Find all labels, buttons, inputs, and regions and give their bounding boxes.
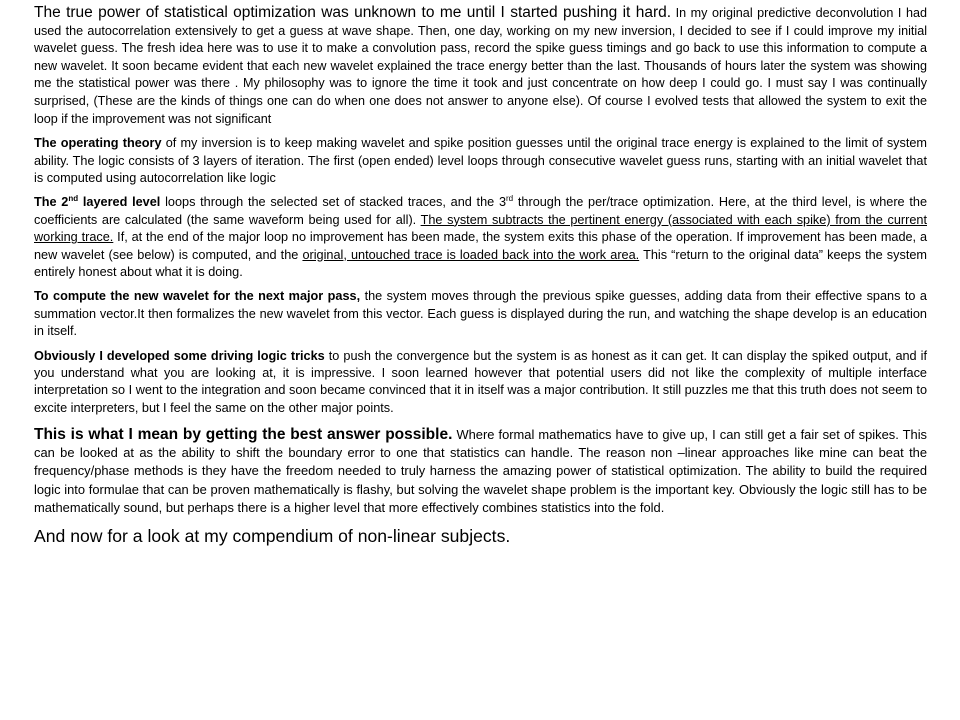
paragraph-body: In my original predictive deconvolution I had used the autocorrelation extensively to get a guess at wave shape. Then, one day, working on my new inversion, I decided to see if I could improve my initial wavelet guess. The fresh idea here was to use it to make a convolution pass, record the spike guess timings and go back to use this information to compute a new wavelet. It soon became evident that each new wavelet explained the trace energy better than the last. Thousands of hours later the system was showing me the statistical power was there . My philosophy was to ignore the time it took and just concentrate on how deep I could go. I must say I was continually surprised, (These are the kinds of things one can do when one does not answer to anyone else). Of course I evolved tests that allowed the system to exit the loop if the improvement was not significant: [34, 6, 927, 126]
paragraph-second-level: [34, 194, 927, 281]
underlined-text: The system subtracts the pertinent energy (associated with each spike) from the current working trace.: [34, 212, 927, 245]
paragraph-lead: [34, 195, 160, 209]
paragraph-lead: To compute the new wavelet for the next major pass,: [34, 289, 361, 304]
paragraph-body: of my inversion is to keep making wavelet and spike position guesses until the original trace energy is explained to the limit of system ability. The logic consists of 3 layers of iteration. The first (open ended) level loops through consecutive wavelet guess runs, starting with an initial wavelet that is computed using autocorrelation like logic: [34, 136, 927, 185]
lead-text: layered level: [78, 195, 161, 210]
paragraph-driving-logic: [34, 348, 927, 418]
paragraph-lead: The operating theory: [34, 136, 162, 151]
paragraph-operating-theory: [34, 135, 927, 187]
paragraph-text: This “return to the original data” keeps the system entirely honest about what it is doing.: [34, 247, 927, 279]
paragraph-text: through the per/trace optimization. Here, at the third level, is where the coefficients are calculated (the same waveform being used for all).: [34, 195, 928, 227]
superscript: nd: [68, 194, 79, 204]
paragraph-body: to push the convergence but the system is as honest as it can get. It can display the spiked output, and if you understand what you are looking at, it is impressive. I soon learned however that potential users did not like the complexity of multiple interface interpretation so I went to the integration and soon became convinced that it in itself was a major contribution. It still puzzles me that this truth does not seem to excite interpreters, but I feel the same on the other major points.: [34, 348, 927, 415]
paragraph-new-wavelet: [34, 288, 927, 340]
paragraph-text: loops through the selected set of stacked traces, and the 3: [160, 195, 507, 210]
document-page: [34, 4, 927, 548]
paragraph-best-answer: [34, 426, 927, 516]
paragraph-lead: The true power of statistical optimization was unknown to me until I started pushing it hard.: [34, 4, 672, 21]
paragraph-body: Where formal mathematics have to give up, I can still get a fair set of spikes. This can be looked at as the ability to shift the boundary error to one that statistics can handle. The reason non –linear approaches like mine can beat the frequency/phase methods is they have the freedom needed to truly harness the amazing power of statistical optimization. The ability to build the required logic into formulae that can be proven mathematically is flashy, but solving the wavelet shape problem is the important key. Obviously the logic still has to be mathematically sound, but perhaps there is a higher level that more effectively combines statistics into the fold.: [34, 427, 928, 515]
closing-line: And now for a look at my compendium of non-linear subjects.: [34, 525, 511, 546]
superscript: rd: [506, 194, 514, 204]
paragraph-statistical-power: [34, 4, 927, 128]
paragraph-lead: Obviously I developed some driving logic tricks: [34, 348, 325, 363]
paragraph-lead: This is what I mean by getting the best answer possible.: [34, 426, 453, 444]
underlined-text: original, untouched trace is loaded back into the work area.: [302, 247, 640, 262]
paragraph-body: the system moves through the previous spike guesses, adding data from their effective spans to a summation vector.It then formalizes the new wavelet from this vector. Each guess is displayed during the run, and watching the shape develop is an education in itself.: [34, 289, 927, 339]
lead-text: The 2: [34, 195, 69, 210]
paragraph-text: If, at the end of the major loop no improvement has been made, the system exits this phase of the operation. If improvement has been made, a new wavelet (see below) is computed, and the: [34, 230, 927, 262]
